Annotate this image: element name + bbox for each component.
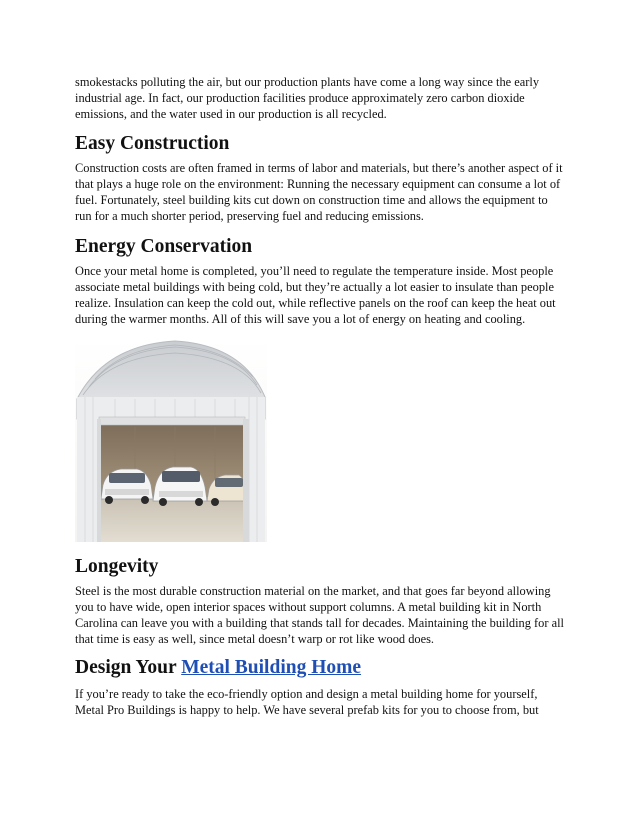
heading-prefix: Design Your: [75, 657, 182, 678]
heading-design-your-home: [75, 656, 567, 680]
metal-garage-photo: [75, 337, 267, 542]
design-paragraph: If you’re ready to take the eco-friendly option and design a metal building home for yourself, Metal Pro Buildings is happy to help. We have several prefab kits for you to choose from, but: [75, 687, 539, 717]
energy-paragraph: Once your metal home is completed, you’ll need to regulate the temperature inside. Most people associate metal buildings with being cold, but they’re actually a lot easier to insulate than people realize. Insulation can keep the cold out, while reflective panels on the roof can keep the heat out during the warmer months. All of this will save you a lot of energy on heating and cooling.: [75, 264, 556, 326]
heading-energy-conservation: Energy Conservation: [75, 236, 253, 257]
metal-building-home-link[interactable]: Metal Building Home: [181, 657, 362, 678]
construction-paragraph: Construction costs are often framed in terms of labor and materials, but there’s another aspect of it that plays a huge role on the environment: Running the necessary equipment can consume a lot of fuel. Fortunately, steel building kits cut down on construction time and allows the equipment to run for a much shorter period, preserving fuel and reducing emissions.: [75, 161, 563, 223]
heading-easy-construction: Easy Construction: [75, 133, 230, 154]
intro-paragraph: smokestacks polluting the air, but our production plants have come a long way since the early industrial age. In fact, our production facilities produce approximately zero carbon dioxide emissions, and the water used in our production is all recycled.: [75, 75, 540, 121]
longevity-paragraph: Steel is the most durable construction material on the market, and that goes far beyond allowing you to have wide, open interior spaces without support columns. A metal building kit in North Carolina can leave you with a building that stands tall for decades. Maintaining the building for all that time is easy as well, since metal doesn’t warp or rot like wood does.: [75, 584, 564, 646]
heading-longevity: Longevity: [75, 556, 159, 577]
document-page: [75, 74, 567, 718]
